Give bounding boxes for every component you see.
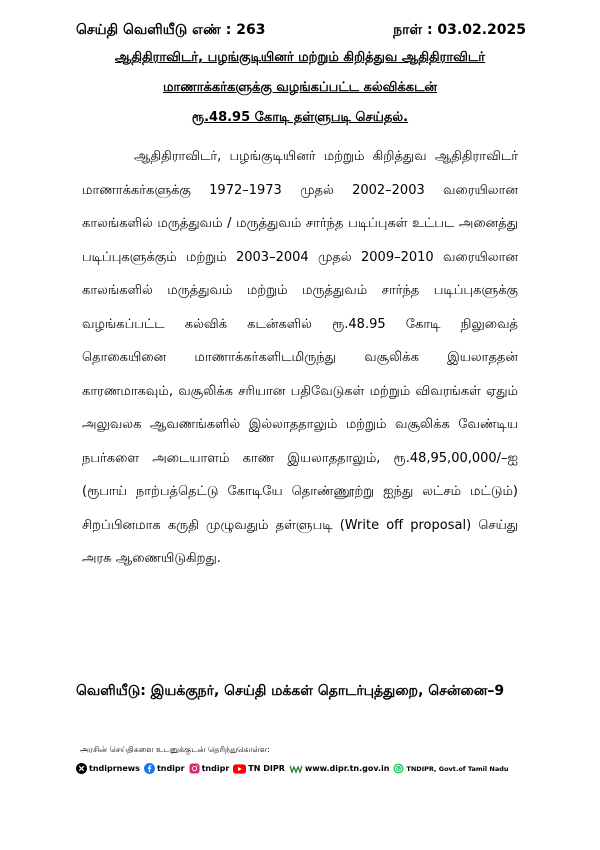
facebook-icon xyxy=(144,763,155,774)
social-label-website: www.dipr.tn.gov.in xyxy=(304,764,390,773)
social-website[interactable] xyxy=(289,764,390,774)
youtube-icon xyxy=(233,764,246,774)
title-line-3: ரூ.48.95 கோடி தள்ளுபடி செய்தல். xyxy=(191,110,409,125)
body-paragraph: ஆதிதிராவிடர், பழங்குடியினர் மற்றும் கிறித்துவ ஆதிதிராவிடர் மாணாக்கர்களுக்கு 1972–1973 முதல் 2002–2003 வரையிலான காலங்களில் மருத்துவம் / மருத்துவம் சார்ந்த படிப்புகள் உட்பட அனைத்து படிப்புகளுக்கும் மற்றும் 2003–2004 முதல் 2009–2010 வரையிலான காலங்களில் மருத்துவம் மற்றும் மருத்துவம் சார்ந்த படிப்புகளுக்கு வழங்கப்பட்ட கல்விக் கடன்களில் ரூ.48.95 கோடி நிலுவைத் தொகையினை மாணாக்கர்களிடமிருந்து வசூலிக்க இயலாததன் காரணமாகவும், வசூலிக்க சரியான பதிவேடுகள் மற்றும் விவரங்கள் ஏதும் அலுவலக ஆவணங்களில் இல்லாததாலும் மற்றும் வசூலிக்க வேண்டிய நபர்களை அடையாளம் காண இயலாததாலும், ரூ.48,95,00,000/–ஐ (ரூபாய் நாற்பத்தெட்டு கோடியே தொண்ணூற்று ஐந்து லட்சம் மட்டும்) சிறப்பினமாக கருதி முழுவதும் தள்ளுபடி (Write off proposal) செய்து அரசு ஆணையிடுகிறது. xyxy=(82,149,518,566)
release-date: நாள் : 03.02.2025 xyxy=(393,22,526,38)
social-label-instagram: tndipr xyxy=(201,764,230,773)
social-label-x: tndiprnews xyxy=(89,764,140,773)
social-facebook[interactable] xyxy=(144,763,185,774)
social-label-facebook: tndipr xyxy=(156,764,185,773)
x-icon xyxy=(76,763,87,774)
social-label-youtube: TN DIPR xyxy=(248,764,285,773)
body-content xyxy=(82,140,518,576)
web-icon xyxy=(289,764,303,774)
release-number: செய்தி வெளியீடு எண் : 263 xyxy=(76,22,266,38)
title-line-2: மாணாக்கர்களுக்கு வழங்கப்பட்ட கல்விக்கடன் xyxy=(162,80,438,95)
social-links-bar xyxy=(76,763,512,774)
follow-text: அரசின் செய்திகளை உடனுக்குடன் தெரிந்துகொள்ள: xyxy=(80,745,270,754)
title-line-1: ஆதிதிராவிடர், பழங்குடியினர் மற்றும் கிறித்துவ ஆதிதிராவிடர் xyxy=(114,50,486,65)
social-label-whatsapp: TNDIPR, Govt.of Tamil Nadu xyxy=(406,764,509,773)
social-x[interactable] xyxy=(76,763,140,774)
social-whatsapp[interactable] xyxy=(393,763,508,774)
whatsapp-icon xyxy=(393,763,404,774)
instagram-icon xyxy=(189,763,200,774)
social-instagram[interactable] xyxy=(189,763,230,774)
social-youtube[interactable] xyxy=(233,764,285,774)
release-by-line: வெளியீடு: இயக்குநர், செய்தி மக்கள் தொடர்புத்துறை, சென்னை–9 xyxy=(76,683,505,699)
